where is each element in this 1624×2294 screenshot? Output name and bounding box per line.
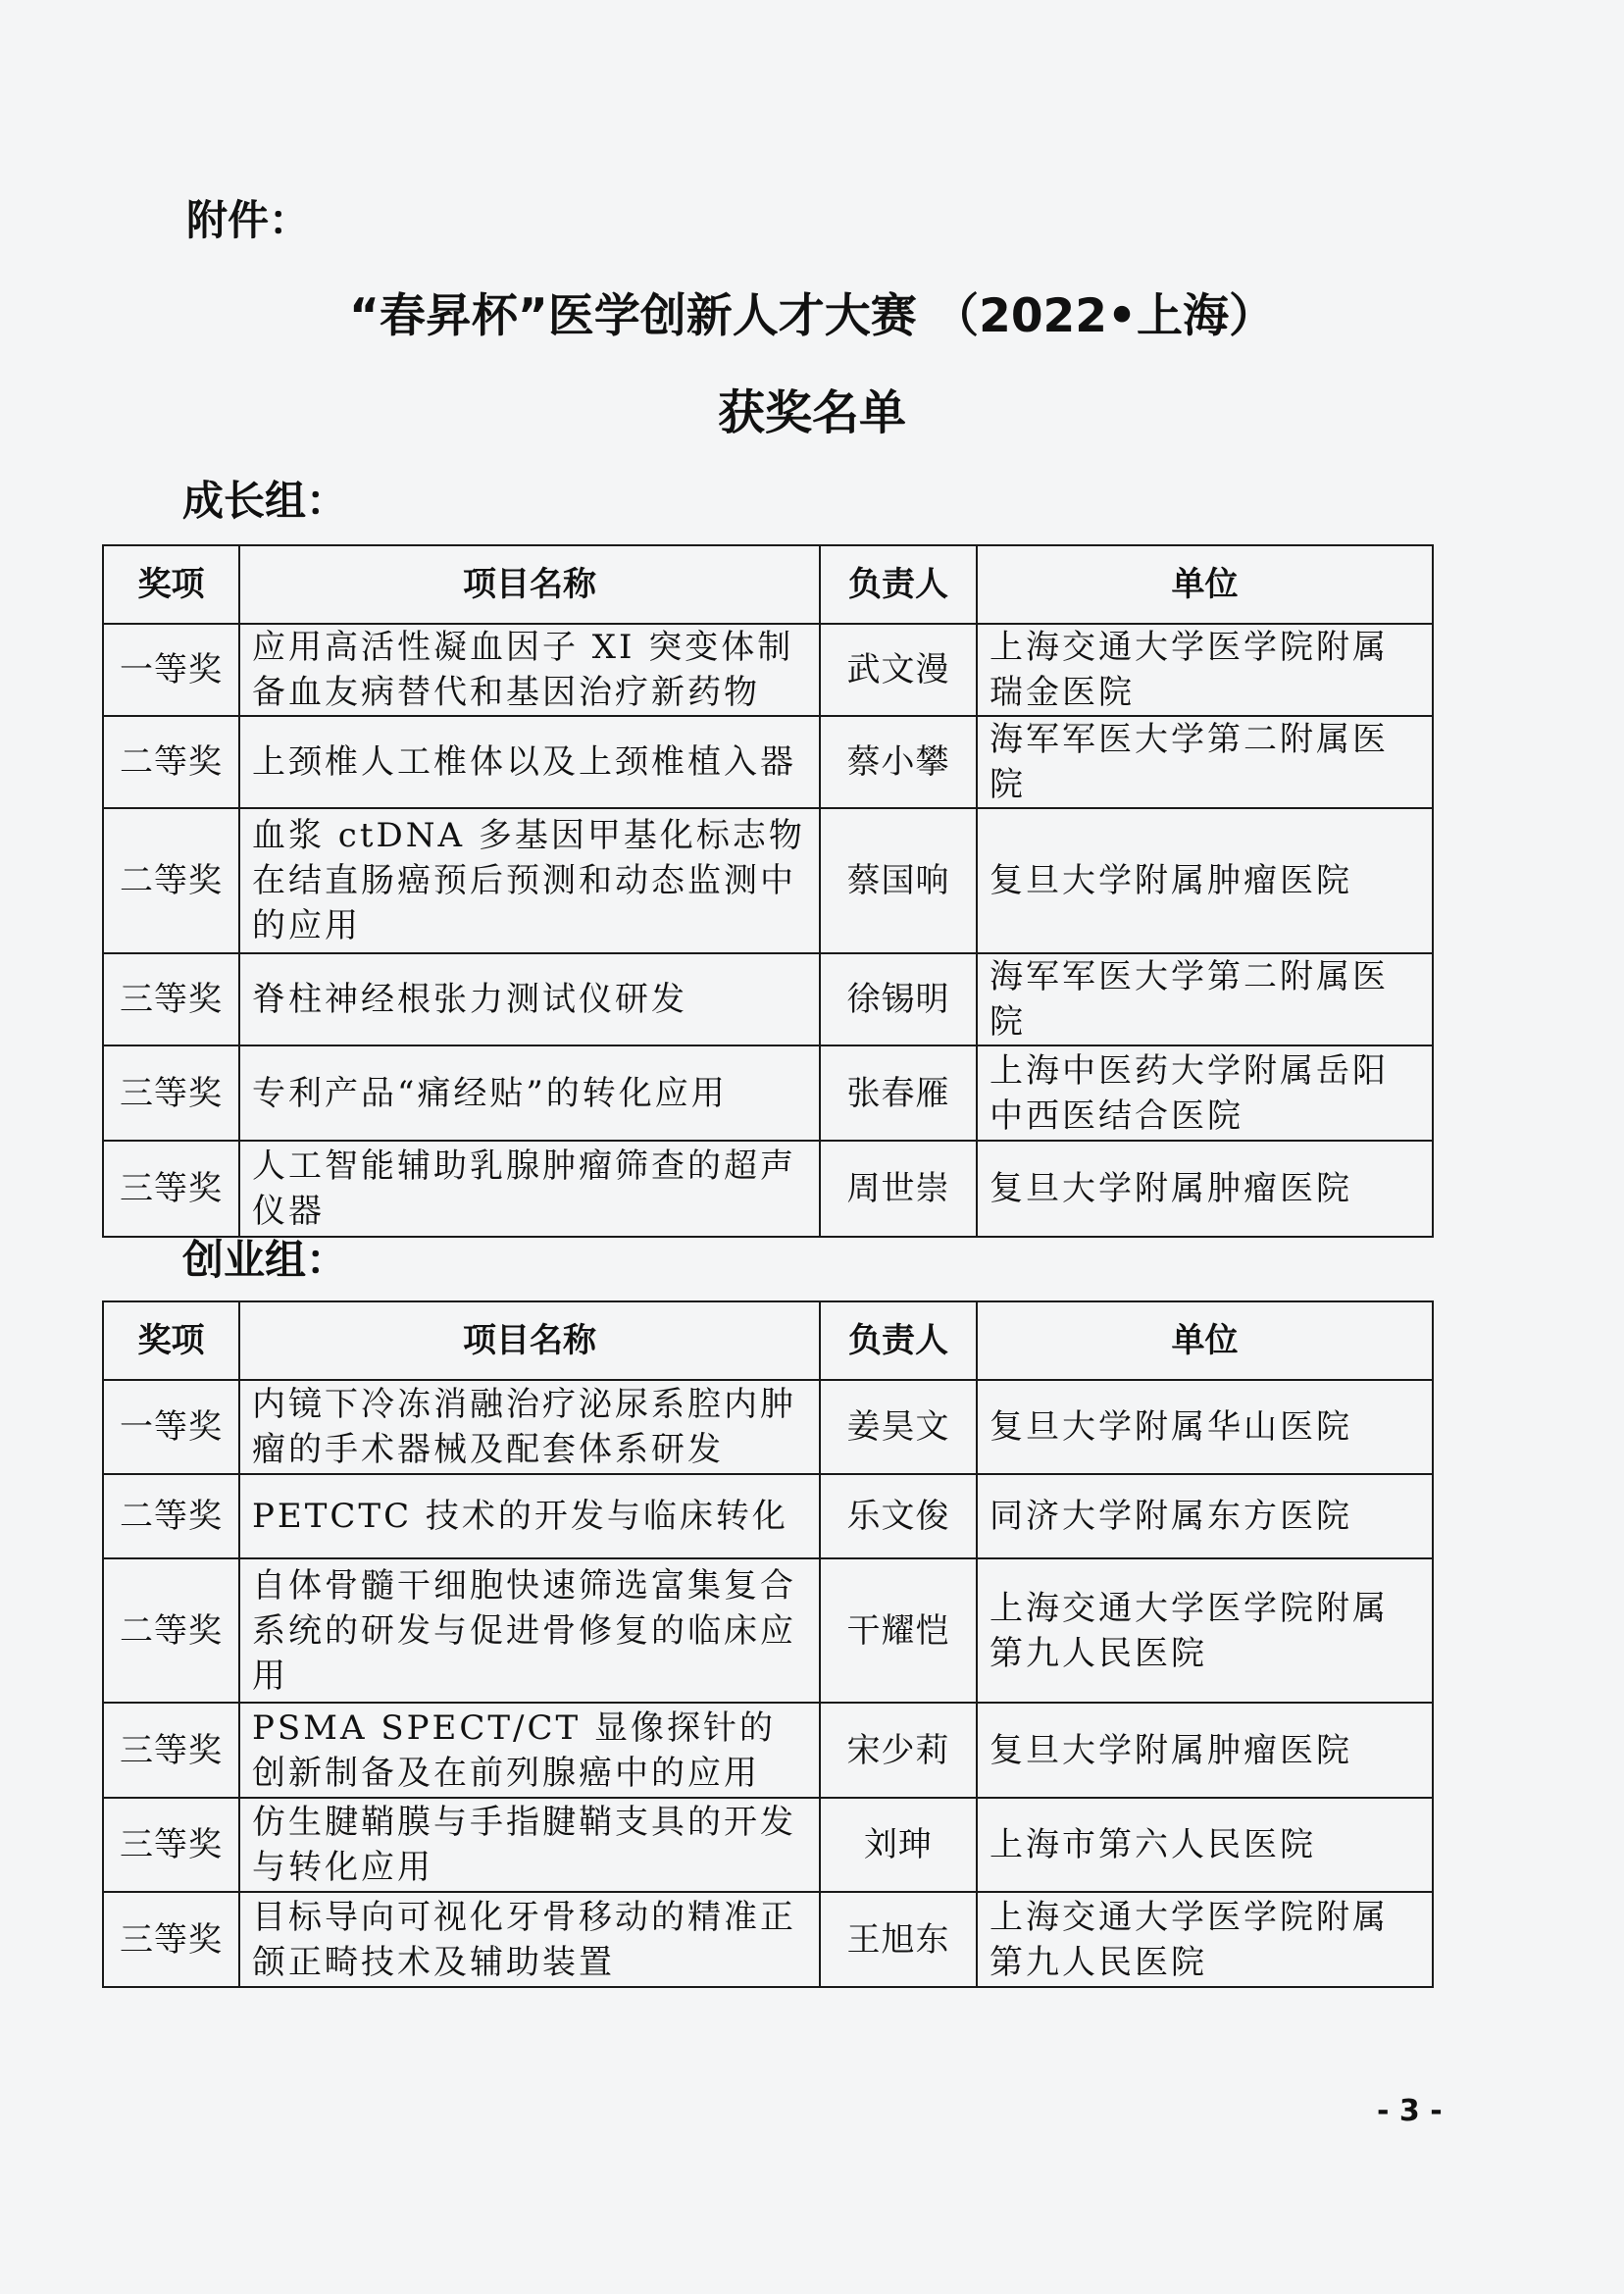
- leader-cell: 武文漫: [820, 624, 977, 716]
- table-row: [103, 953, 1433, 1045]
- award-cell: 二等奖: [103, 1558, 239, 1703]
- leader-cell: 蔡国响: [820, 808, 977, 953]
- startup-group-table: [102, 1300, 1434, 1988]
- table-header-row: [103, 545, 1433, 624]
- project-cell: 脊柱神经根张力测试仪研发: [239, 953, 820, 1045]
- project-cell: 专利产品“痛经贴”的转化应用: [239, 1045, 820, 1141]
- project-cell: 自体骨髓干细胞快速筛选富集复合系统的研发与促进骨修复的临床应用: [239, 1558, 820, 1703]
- award-cell: 三等奖: [103, 1703, 239, 1798]
- unit-cell: 复旦大学附属肿瘤医院: [977, 1703, 1433, 1798]
- table-row: [103, 1380, 1433, 1474]
- leader-cell: 宋少莉: [820, 1703, 977, 1798]
- unit-cell: 上海交通大学医学院附属第九人民医院: [977, 1892, 1433, 1987]
- leader-cell: 干耀恺: [820, 1558, 977, 1703]
- award-cell: 三等奖: [103, 1045, 239, 1141]
- unit-cell: 同济大学附属东方医院: [977, 1474, 1433, 1558]
- unit-cell: 海军军医大学第二附属医院: [977, 716, 1433, 808]
- leader-cell: 刘珅: [820, 1798, 977, 1892]
- leader-cell: 乐文俊: [820, 1474, 977, 1558]
- project-cell: 人工智能辅助乳腺肿瘤筛查的超声仪器: [239, 1141, 820, 1237]
- award-cell: 二等奖: [103, 716, 239, 808]
- group-label-growth: 成长组：: [182, 477, 348, 525]
- header-project: 项目名称: [239, 1301, 820, 1380]
- leader-cell: 蔡小攀: [820, 716, 977, 808]
- leader-cell: 徐锡明: [820, 953, 977, 1045]
- award-cell: 二等奖: [103, 1474, 239, 1558]
- table-row: [103, 1798, 1433, 1892]
- leader-cell: 王旭东: [820, 1892, 977, 1987]
- award-cell: 三等奖: [103, 1798, 239, 1892]
- table-row: [103, 808, 1433, 953]
- header-award: 奖项: [103, 545, 239, 624]
- leader-cell: 姜昊文: [820, 1380, 977, 1474]
- project-cell: PETCTC 技术的开发与临床转化: [239, 1474, 820, 1558]
- header-leader: 负责人: [820, 1301, 977, 1380]
- document-title: “春昇杯”医学创新人才大赛 （2022•上海）: [349, 289, 1275, 343]
- table-row: [103, 1558, 1433, 1703]
- header-leader: 负责人: [820, 545, 977, 624]
- page-number: - 3 -: [1377, 2094, 1443, 2128]
- attachment-label: 附件：: [186, 196, 311, 244]
- header-project: 项目名称: [239, 545, 820, 624]
- project-cell: 上颈椎人工椎体以及上颈椎植入器: [239, 716, 820, 808]
- leader-cell: 周世崇: [820, 1141, 977, 1237]
- leader-cell: 张春雁: [820, 1045, 977, 1141]
- group-label-startup: 创业组：: [182, 1236, 348, 1284]
- award-cell: 二等奖: [103, 808, 239, 953]
- unit-cell: 海军军医大学第二附属医院: [977, 953, 1433, 1045]
- unit-cell: 上海交通大学医学院附属第九人民医院: [977, 1558, 1433, 1703]
- growth-group-table: [102, 544, 1434, 1238]
- table-row: [103, 716, 1433, 808]
- table-row: [103, 624, 1433, 716]
- project-cell: PSMA SPECT/CT 显像探针的创新制备及在前列腺癌中的应用: [239, 1703, 820, 1798]
- award-cell: 三等奖: [103, 953, 239, 1045]
- project-cell: 应用高活性凝血因子 XI 突变体制备血友病替代和基因治疗新药物: [239, 624, 820, 716]
- unit-cell: 上海中医药大学附属岳阳中西医结合医院: [977, 1045, 1433, 1141]
- project-cell: 仿生腱鞘膜与手指腱鞘支具的开发与转化应用: [239, 1798, 820, 1892]
- award-cell: 三等奖: [103, 1141, 239, 1237]
- table-row: [103, 1474, 1433, 1558]
- document-subtitle: 获奖名单: [717, 385, 906, 440]
- award-cell: 三等奖: [103, 1892, 239, 1987]
- unit-cell: 复旦大学附属肿瘤医院: [977, 808, 1433, 953]
- unit-cell: 复旦大学附属肿瘤医院: [977, 1141, 1433, 1237]
- unit-cell: 上海交通大学医学院附属瑞金医院: [977, 624, 1433, 716]
- unit-cell: 上海市第六人民医院: [977, 1798, 1433, 1892]
- header-unit: 单位: [977, 545, 1433, 624]
- unit-cell: 复旦大学附属华山医院: [977, 1380, 1433, 1474]
- table-header-row: [103, 1301, 1433, 1380]
- award-cell: 一等奖: [103, 1380, 239, 1474]
- table-row: [103, 1703, 1433, 1798]
- table-row: [103, 1141, 1433, 1237]
- award-cell: 一等奖: [103, 624, 239, 716]
- project-cell: 目标导向可视化牙骨移动的精准正颌正畸技术及辅助装置: [239, 1892, 820, 1987]
- project-cell: 内镜下冷冻消融治疗泌尿系腔内肿瘤的手术器械及配套体系研发: [239, 1380, 820, 1474]
- project-cell: 血浆 ctDNA 多基因甲基化标志物在结直肠癌预后预测和动态监测中的应用: [239, 808, 820, 953]
- table-row: [103, 1892, 1433, 1987]
- header-award: 奖项: [103, 1301, 239, 1380]
- header-unit: 单位: [977, 1301, 1433, 1380]
- table-row: [103, 1045, 1433, 1141]
